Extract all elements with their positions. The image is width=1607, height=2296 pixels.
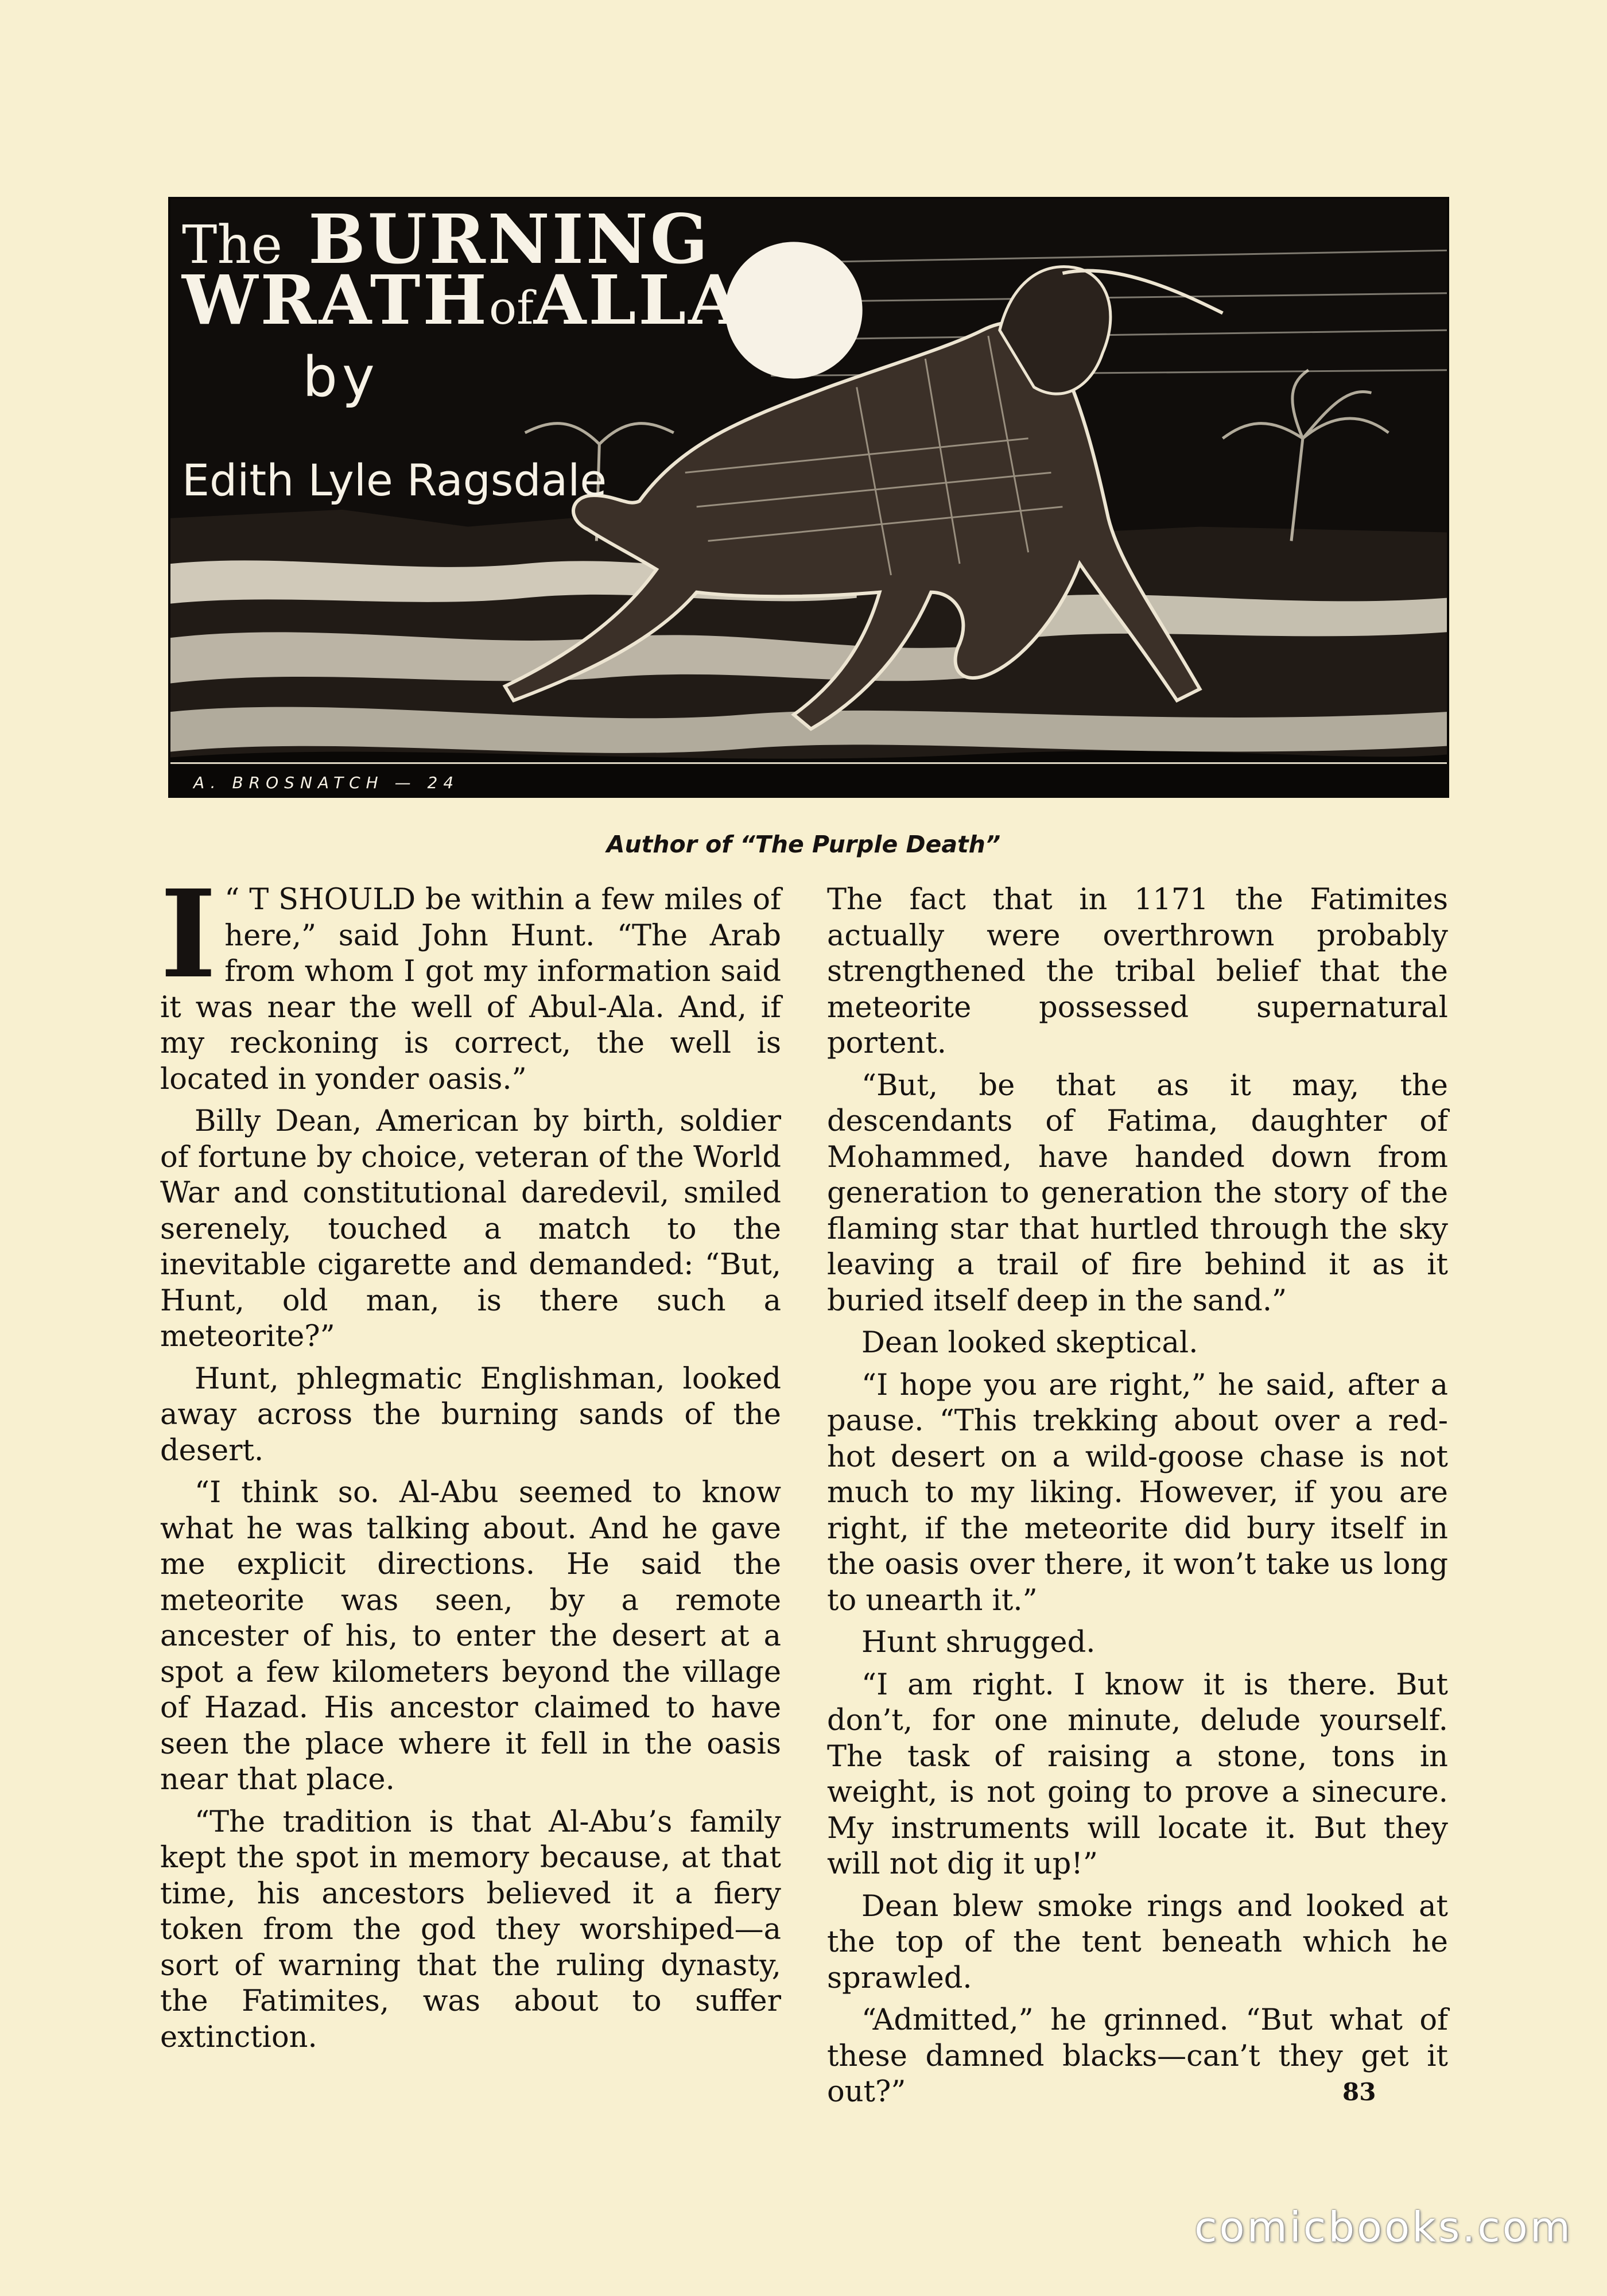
paragraph: The fact that in 1171 the Fatimites actually were overthrown probably strengthened the tribal belief that the meteorite possessed supernatural portent. [827,883,1448,1060]
left-column [160,863,781,2062]
paragraph: “But, be that as it may, the descendants of Fatima, daughter of Mohammed, have handed down from generation to generation the story of the flaming star that hurtled through the sky leaving a trail of fire behind it as it buried itself deep in the sand.” [827,1068,1448,1318]
right-column [827,882,1448,2117]
paragraph: Hunt shrugged. [861,1626,1096,1659]
title-illustration [168,197,1449,798]
title-wrath: WRATH [182,260,489,340]
title-line-2 [182,260,809,340]
byline-by: by [302,345,379,409]
artist-signature: A. BROSNATCH — 24 [193,773,460,792]
paragraph [160,863,781,1097]
title-the: The [182,214,283,276]
paragraph: Hunt, phlegmatic Englishman, looked away across the burning sands of the desert. [160,1362,781,1468]
site-watermark: comicbooks.com [1194,2203,1573,2251]
author-name: Edith Lyle Ragsdale [182,455,607,506]
paragraph: “I hope you are right,” he said, after a pause. “This trekking about over a red-hot desert on a wild-goose chase is not much to my liking. However, if you are right, if the meteorite did bury itself in the oasis over there, it won’t take us long to unearth it.” [827,1368,1448,1618]
drop-cap: I [160,863,217,1005]
title-of: of [488,281,534,335]
paragraph: Billy Dean, American by birth, soldier of fortune by choice, veteran of the World War and constitutional daredevil, smiled serenely, touched a match to the inevitable cigarette and demanded: “But, Hunt, old man, is there such a meteorite?” [160,1104,781,1353]
title-burning: BURNING [308,199,711,279]
paragraph: “I am right. I know it is there. But don’t, for one minute, delude yourself. The task of raising a stone, tons in weight, is not going to prove a sinecure. My instruments will locate it. But they will not dig it up!” [827,1667,1448,1881]
paragraph: “Admitted,” he grinned. “But what of these damned blacks—can’t they get it out?” [827,2003,1448,2109]
author-caption: Author of “The Purple Death” [606,831,1001,858]
paragraph: “The tradition is that Al-Abu’s family kept the spot in memory because, at that time, his ancestors believed it a fiery token from the god they worshiped—a sort of warning that the ruling dynasty, the Fatimites, was about to suffer extinction. [160,1805,781,2054]
paragraph: Dean looked skeptical. [861,1326,1198,1360]
title-allah: ALLAH [533,260,810,340]
paragraph: Dean blew smoke rings and looked at the top of the tent beneath which he sprawled. [827,1889,1448,1995]
paragraph-text: “ T SHOULD be within a few miles of here,” said John Hunt. “The Arab from whom I got my information said it was near the well of Abul-Ala. And, if my reckoning is correct, the well is located in yonder oasis.” [160,883,781,1096]
page-number: 83 [1342,2078,1376,2106]
paragraph: “I think so. Al-Abu seemed to know what he was talking about. And he gave me explicit directions. He said the meteorite was seen, by a remote ancester of his, to enter the desert at a spot a few kilometers beyond the village of Hazad. His ancestor claimed to have seen the place where it fell in the oasis near that place. [160,1476,781,1797]
